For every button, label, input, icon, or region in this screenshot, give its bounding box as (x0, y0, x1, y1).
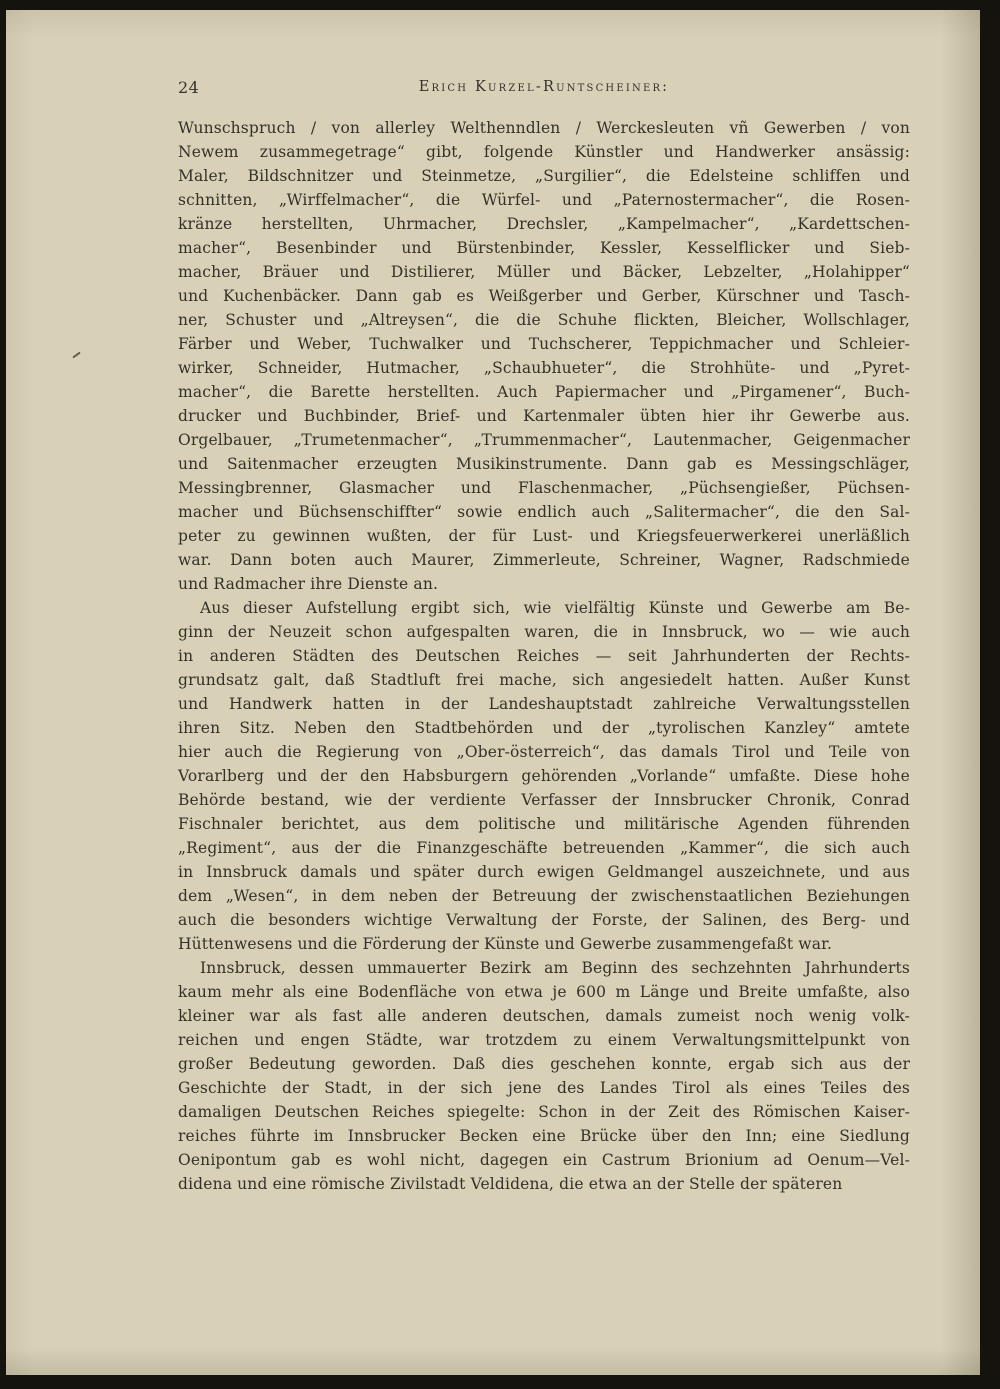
paragraph (178, 956, 910, 1196)
text-line: hier auch die Regierung von „Ober-österreich“, das damals Tirol und Teile von (178, 743, 910, 761)
text-line: grundsatz galt, daß Stadtluft frei mache, sich angesiedelt hatten. Außer Kunst (178, 671, 910, 689)
text-line: didena und eine römische Zivilstadt Veldidena, die etwa an der Stelle der späteren (178, 1175, 843, 1193)
text-line: ner, Schuster und „Altreysen“, die die Schuhe flickten, Bleicher, Wollschlager, (178, 311, 910, 329)
text-line: großer Bedeutung geworden. Daß dies geschehen konnte, ergab sich aus der (178, 1055, 910, 1073)
text-line: kaum mehr als eine Bodenfläche von etwa je 600 m Länge und Breite umfaßte, also (178, 983, 910, 1001)
text-line: kränze herstellten, Uhrmacher, Drechsler, „Kampelmacher“, „Kardettschen- (178, 215, 910, 233)
text-line: macher“, die Barette herstellten. Auch Papiermacher und „Pirgamener“, Buch- (178, 383, 910, 401)
text-line: schnitten, „Wirffelmacher“, die Würfel- und „Paternostermacher“, die Rosen- (178, 191, 910, 209)
text-line: auch die besonders wichtige Verwaltung der Forste, der Salinen, des Berg- und (178, 911, 910, 929)
text-line: ginn der Neuzeit schon aufgespalten waren, die in Innsbruck, wo — wie auch (178, 623, 910, 641)
text-line: ihren Sitz. Neben den Stadtbehörden und der „tyrolischen Kanzley“ amtete (178, 719, 910, 737)
text-line: und Radmacher ihre Dienste an. (178, 575, 439, 593)
text-line: und Saitenmacher erzeugten Musikinstrumente. Dann gab es Messingschläger, (178, 455, 910, 473)
text-line: reiches führte im Innsbrucker Becken eine Brücke über den Inn; eine Siedlung (178, 1127, 910, 1145)
text-line: drucker und Buchbinder, Brief- und Kartenmaler übten hier ihr Gewerbe aus. (178, 407, 910, 425)
text-line: Messingbrenner, Glasmacher und Flaschenmacher, „Püchsengießer, Püchsen- (178, 479, 910, 497)
text-line: Newem zusammegetrage“ gibt, folgende Künstler und Handwerker ansässig: (178, 143, 910, 161)
text-line: Behörde bestand, wie der verdiente Verfasser der Innsbrucker Chronik, Conrad (178, 791, 910, 809)
running-header: Erich Kurzel-Runtscheiner: (418, 79, 670, 95)
text-line: Oenipontum gab es wohl nicht, dagegen ein Castrum Brionium ad Oenum—Vel- (178, 1151, 910, 1169)
text-line: peter zu gewinnen wußten, der für Lust- und Kriegsfeuerwerkerei unerläßlich (178, 527, 910, 545)
text-line: Innsbruck, dessen ummauerter Bezirk am Beginn des sechzehnten Jahrhunderts (200, 959, 910, 977)
text-line: Fischnaler berichtet, aus dem politische und militärische Agenden führenden (178, 815, 910, 833)
text-line: „Regiment“, aus der die Finanzgeschäfte betreuenden „Kammer“, die sich auch (178, 839, 910, 857)
text-line: reichen und engen Städte, war trotzdem zu einem Verwaltungsmittelpunkt von (178, 1031, 910, 1049)
text-line: Maler, Bildschnitzer und Steinmetze, „Surgilier“, die Edelsteine schliffen und (178, 167, 910, 185)
page-header (178, 78, 910, 102)
text-line: Hüttenwesens und die Förderung der Künste und Gewerbe zusammengefaßt war. (178, 935, 833, 953)
text-line: damaligen Deutschen Reiches spiegelte: Schon in der Zeit des Römischen Kaiser- (178, 1103, 910, 1121)
text-line: Aus dieser Aufstellung ergibt sich, wie vielfältig Künste und Gewerbe am Be- (200, 599, 910, 617)
page-paper (6, 10, 980, 1375)
text-line: Geschichte der Stadt, in der sich jene des Landes Tirol als eines Teiles des (178, 1079, 910, 1097)
text-line: macher und Büchsenschiffter“ sowie endlich auch „Salitermacher“, die den Sal- (178, 503, 910, 521)
text-line: in Innsbruck damals und später durch ewigen Geldmangel auszeichnete, und aus (178, 863, 910, 881)
margin-annotation-mark (72, 352, 81, 359)
text-line: macher, Bräuer und Distilierer, Müller und Bäcker, Lebzelter, „Holahipper“ (178, 263, 910, 281)
text-line: und Handwerk hatten in der Landeshauptstadt zahlreiche Verwaltungsstellen (178, 695, 910, 713)
paragraph (178, 116, 910, 596)
text-line: kleiner war als fast alle anderen deutschen, damals zumeist noch wenig volk- (178, 1007, 910, 1025)
paragraph (178, 596, 910, 956)
text-line: Vorarlberg und der den Habsburgern gehörenden „Vorlande“ umfaßte. Diese hohe (178, 767, 910, 785)
text-block (178, 116, 910, 1196)
text-line: und Kuchenbäcker. Dann gab es Weißgerber und Gerber, Kürschner und Tasch- (178, 287, 910, 305)
text-line: in anderen Städten des Deutschen Reiches — seit Jahrhunderten der Rechts- (178, 647, 910, 665)
text-line: Färber und Weber, Tuchwalker und Tuchscherer, Teppichmacher und Schleier- (178, 335, 910, 353)
text-line: Wunschspruch / von allerley Welthenndlen / Werckesleuten vñ Gewerben / von (178, 119, 910, 137)
text-line: macher“, Besenbinder und Bürstenbinder, Kessler, Kesselflicker und Sieb- (178, 239, 910, 257)
text-line: Orgelbauer, „Trumetenmacher“, „Trummenmacher“, Lautenmacher, Geigenmacher (178, 431, 910, 449)
page-number: 24 (178, 78, 200, 97)
text-line: dem „Wesen“, in dem neben der Betreuung der zwischenstaatlichen Beziehungen (178, 887, 910, 905)
text-line: war. Dann boten auch Maurer, Zimmerleute, Schreiner, Wagner, Radschmiede (178, 551, 910, 569)
text-line: wirker, Schneider, Hutmacher, „Schaubhueter“, die Strohhüte- und „Pyret- (178, 359, 910, 377)
